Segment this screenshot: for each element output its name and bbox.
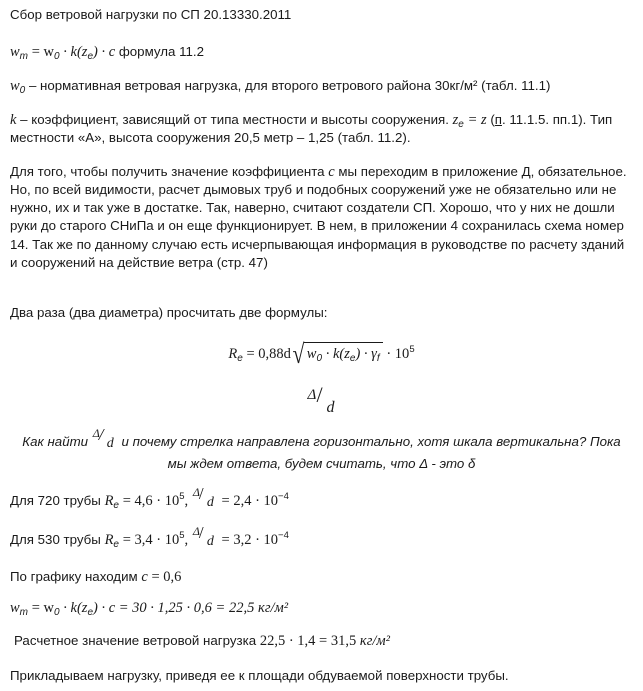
delta-over-d: Δ / d	[307, 382, 335, 416]
graph-c-value: По графику находим c = 0,6	[10, 569, 182, 585]
w0-definition: $w_0$ – нормативная ветровая нагрузка, для второго ветрового района 30кг/м² (табл. 11.1)	[10, 78, 551, 96]
paragraph-line5: 14. Так же по данному случаю есть исчерпывающая информация в руководстве по расчету зданий	[10, 237, 625, 252]
design-load: Расчетное значение ветровой нагрузка 22,5 · 1,4 = 31,5 кг/м²	[14, 633, 390, 649]
paragraph-line1: Для того, чтобы получить значение коэффициента c мы переходим в приложение Д, обязательное.	[10, 164, 627, 180]
two-formulas-intro: Два раза (два диаметра) просчитать две формулы:	[10, 305, 328, 320]
pipe-720-result: Для 720 трубы $R_e = 4,6 \cdot 10^5$, Δ / d = $2,4 \cdot 10^{-4}$	[10, 484, 289, 511]
paragraph-line3: нужно, их и так уже в достатке. Так, наверно, считают создатели СП. Хорошо, что у них не дошли	[10, 200, 615, 215]
sqrt-radicand: $w_0 \cdot k(z_e) \cdot \gamma_f$	[304, 342, 383, 365]
formula-11-2: $w_m = w_0 \cdot k(z_e) \cdot c$ формула 11.2	[10, 44, 204, 62]
pipe-530-result: Для 530 трубы $R_e = 3,4 \cdot 10^5$, Δ / d = $3,2 \cdot 10^{-4}$	[10, 523, 289, 550]
wm-calculation: $w_m = w_0 \cdot k(z_e) \cdot c = 30 \cdot 1,25 \cdot 0,6 = 22,5$ кг/м²	[10, 600, 289, 618]
final-sentence: Прикладываем нагрузку, приведя ее к площади обдуваемой поверхности трубы.	[10, 668, 509, 683]
k-definition-line1: k – коэффициент, зависящий от типа местности и высоты сооружения. $z_e = z$ (п. 11.1.5. пп.1). Тип	[10, 112, 613, 130]
question-line1: Как найти Δ / d и почему стрелка направлена горизонтально, хотя шкала вертикальна? Пока	[22, 425, 621, 451]
paragraph-line2: Но, по всей видимости, расчет дымовых труб и подобных сооружений уже не обязательно или не	[10, 182, 617, 197]
question-line2: мы ждем ответа, будем считать, что Δ - это δ	[167, 456, 476, 471]
doc-title: Сбор ветровой нагрузки по СП 20.13330.2011	[10, 7, 292, 22]
re-formula: $R_e = 0,88d√$ $w_0 \cdot k(z_e) \cdot \gamma_f \cdot 10^5$	[228, 339, 415, 369]
k-definition-line2: местности «А», высота сооружения 20,5 метр – 1,25 (табл. 11.2).	[10, 130, 411, 145]
paragraph-line4: руки до старого СНиПа и он еще функционирует. В нем, в приложении 4 сохранилась схема номер	[10, 218, 624, 233]
paragraph-line6: и сооружений на действие ветра (стр. 47)	[10, 255, 268, 270]
